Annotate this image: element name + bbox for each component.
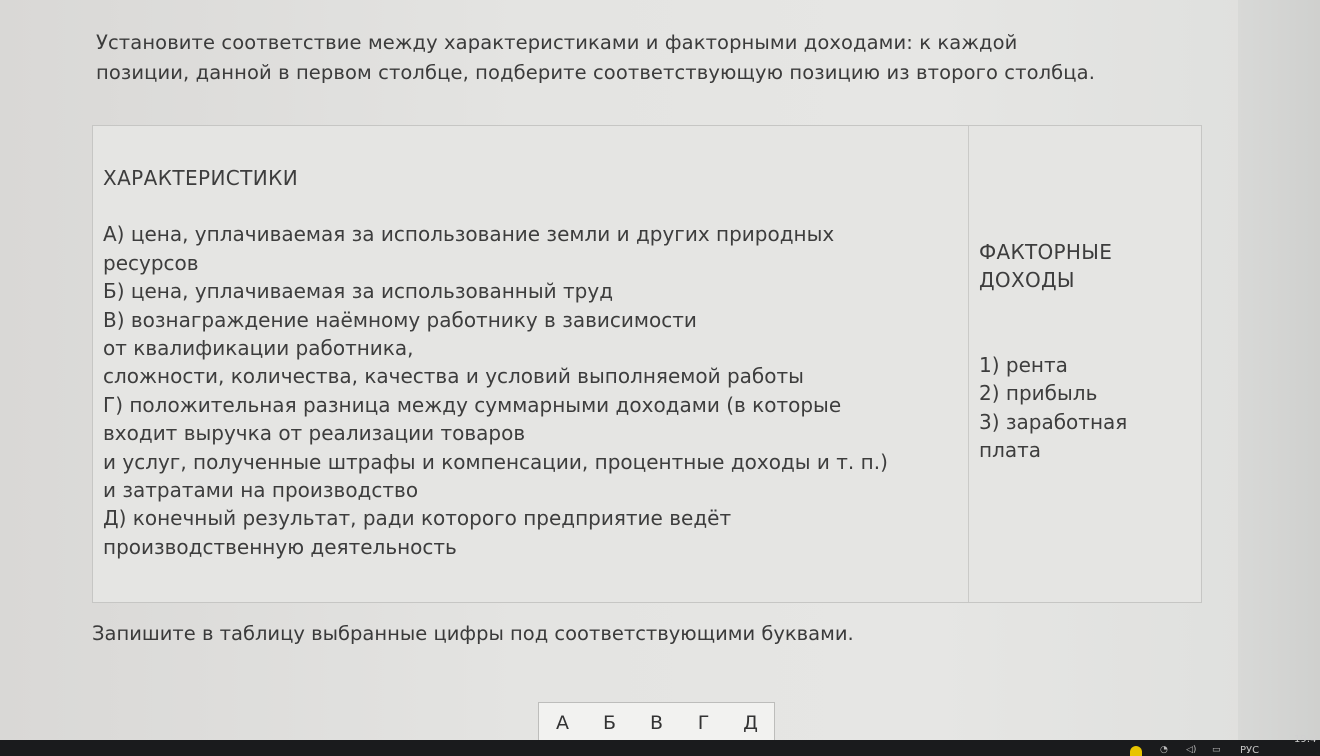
factor-income-header-line: ДОХОДЫ	[979, 268, 1075, 293]
background-strip	[1238, 0, 1320, 740]
factor-income-line: 3) заработная	[979, 409, 1128, 434]
question-line: Установите соответствие между характеристиками и факторными доходами: к каждой	[96, 31, 1018, 54]
answer-letter-cell[interactable]: А	[556, 712, 569, 734]
characteristics-header: ХАРАКТЕРИСТИКИ	[103, 166, 299, 190]
characteristic-line: от квалификации работника,	[103, 336, 414, 361]
characteristic-line: Б) цена, уплачиваемая за использованный труд	[103, 279, 614, 304]
instruction-text: Запишите в таблицу выбранные цифры под соответствующими буквами.	[92, 622, 854, 645]
factor-income-line: плата	[979, 438, 1042, 463]
factor-income-header-line: ФАКТОРНЫЕ	[979, 240, 1113, 264]
answer-letter-cell[interactable]: В	[649, 712, 664, 734]
characteristic-line: сложности, количества, качества и условий выполняемой работы	[103, 364, 804, 389]
factor-income-line: 1) рента	[979, 352, 1068, 377]
clock[interactable]: 19:4	[1294, 734, 1317, 745]
characteristic-line: Г) положительная разница между суммарными доходами (в которые	[103, 392, 842, 417]
answer-letter-cell[interactable]: Г	[697, 712, 710, 734]
language-indicator[interactable]: РУС	[1240, 745, 1260, 756]
characteristic-line: В) вознаграждение наёмному работнику в зависимости	[103, 307, 697, 332]
answer-table	[538, 702, 775, 743]
characteristics-column	[93, 126, 969, 602]
notification-icon[interactable]	[1130, 746, 1142, 756]
characteristic-line: производственную деятельность	[103, 534, 457, 559]
answer-letter-cell[interactable]: Д	[743, 712, 758, 734]
characteristic-line: Д) конечный результат, ради которого предприятие ведёт	[103, 506, 732, 531]
answer-letter-cell[interactable]: Б	[602, 712, 617, 734]
wifi-icon[interactable]: ◔	[1160, 745, 1168, 755]
characteristic-line: входит выручка от реализации товаров	[103, 421, 526, 446]
characteristic-line: и затратами на производство	[103, 478, 419, 503]
characteristic-line: А) цена, уплачиваемая за использование земли и других природных	[103, 222, 835, 247]
question-text	[96, 28, 1216, 88]
factor-income-header	[979, 238, 1201, 295]
characteristic-line: ресурсов	[103, 250, 199, 275]
characteristic-line: и услуг, полученные штрафы и компенсации, процентные доходы и т. п.)	[103, 449, 888, 474]
factor-income-column	[969, 126, 1201, 602]
battery-icon[interactable]: ▭	[1212, 745, 1221, 755]
matching-table	[92, 125, 1202, 603]
question-line: позиции, данной в первом столбце, подберите соответствующую позицию из второго столбца.	[96, 61, 1096, 84]
taskbar	[0, 740, 1320, 756]
factor-income-line: 2) прибыль	[979, 381, 1098, 406]
volume-icon[interactable]: ◁)	[1186, 745, 1197, 755]
